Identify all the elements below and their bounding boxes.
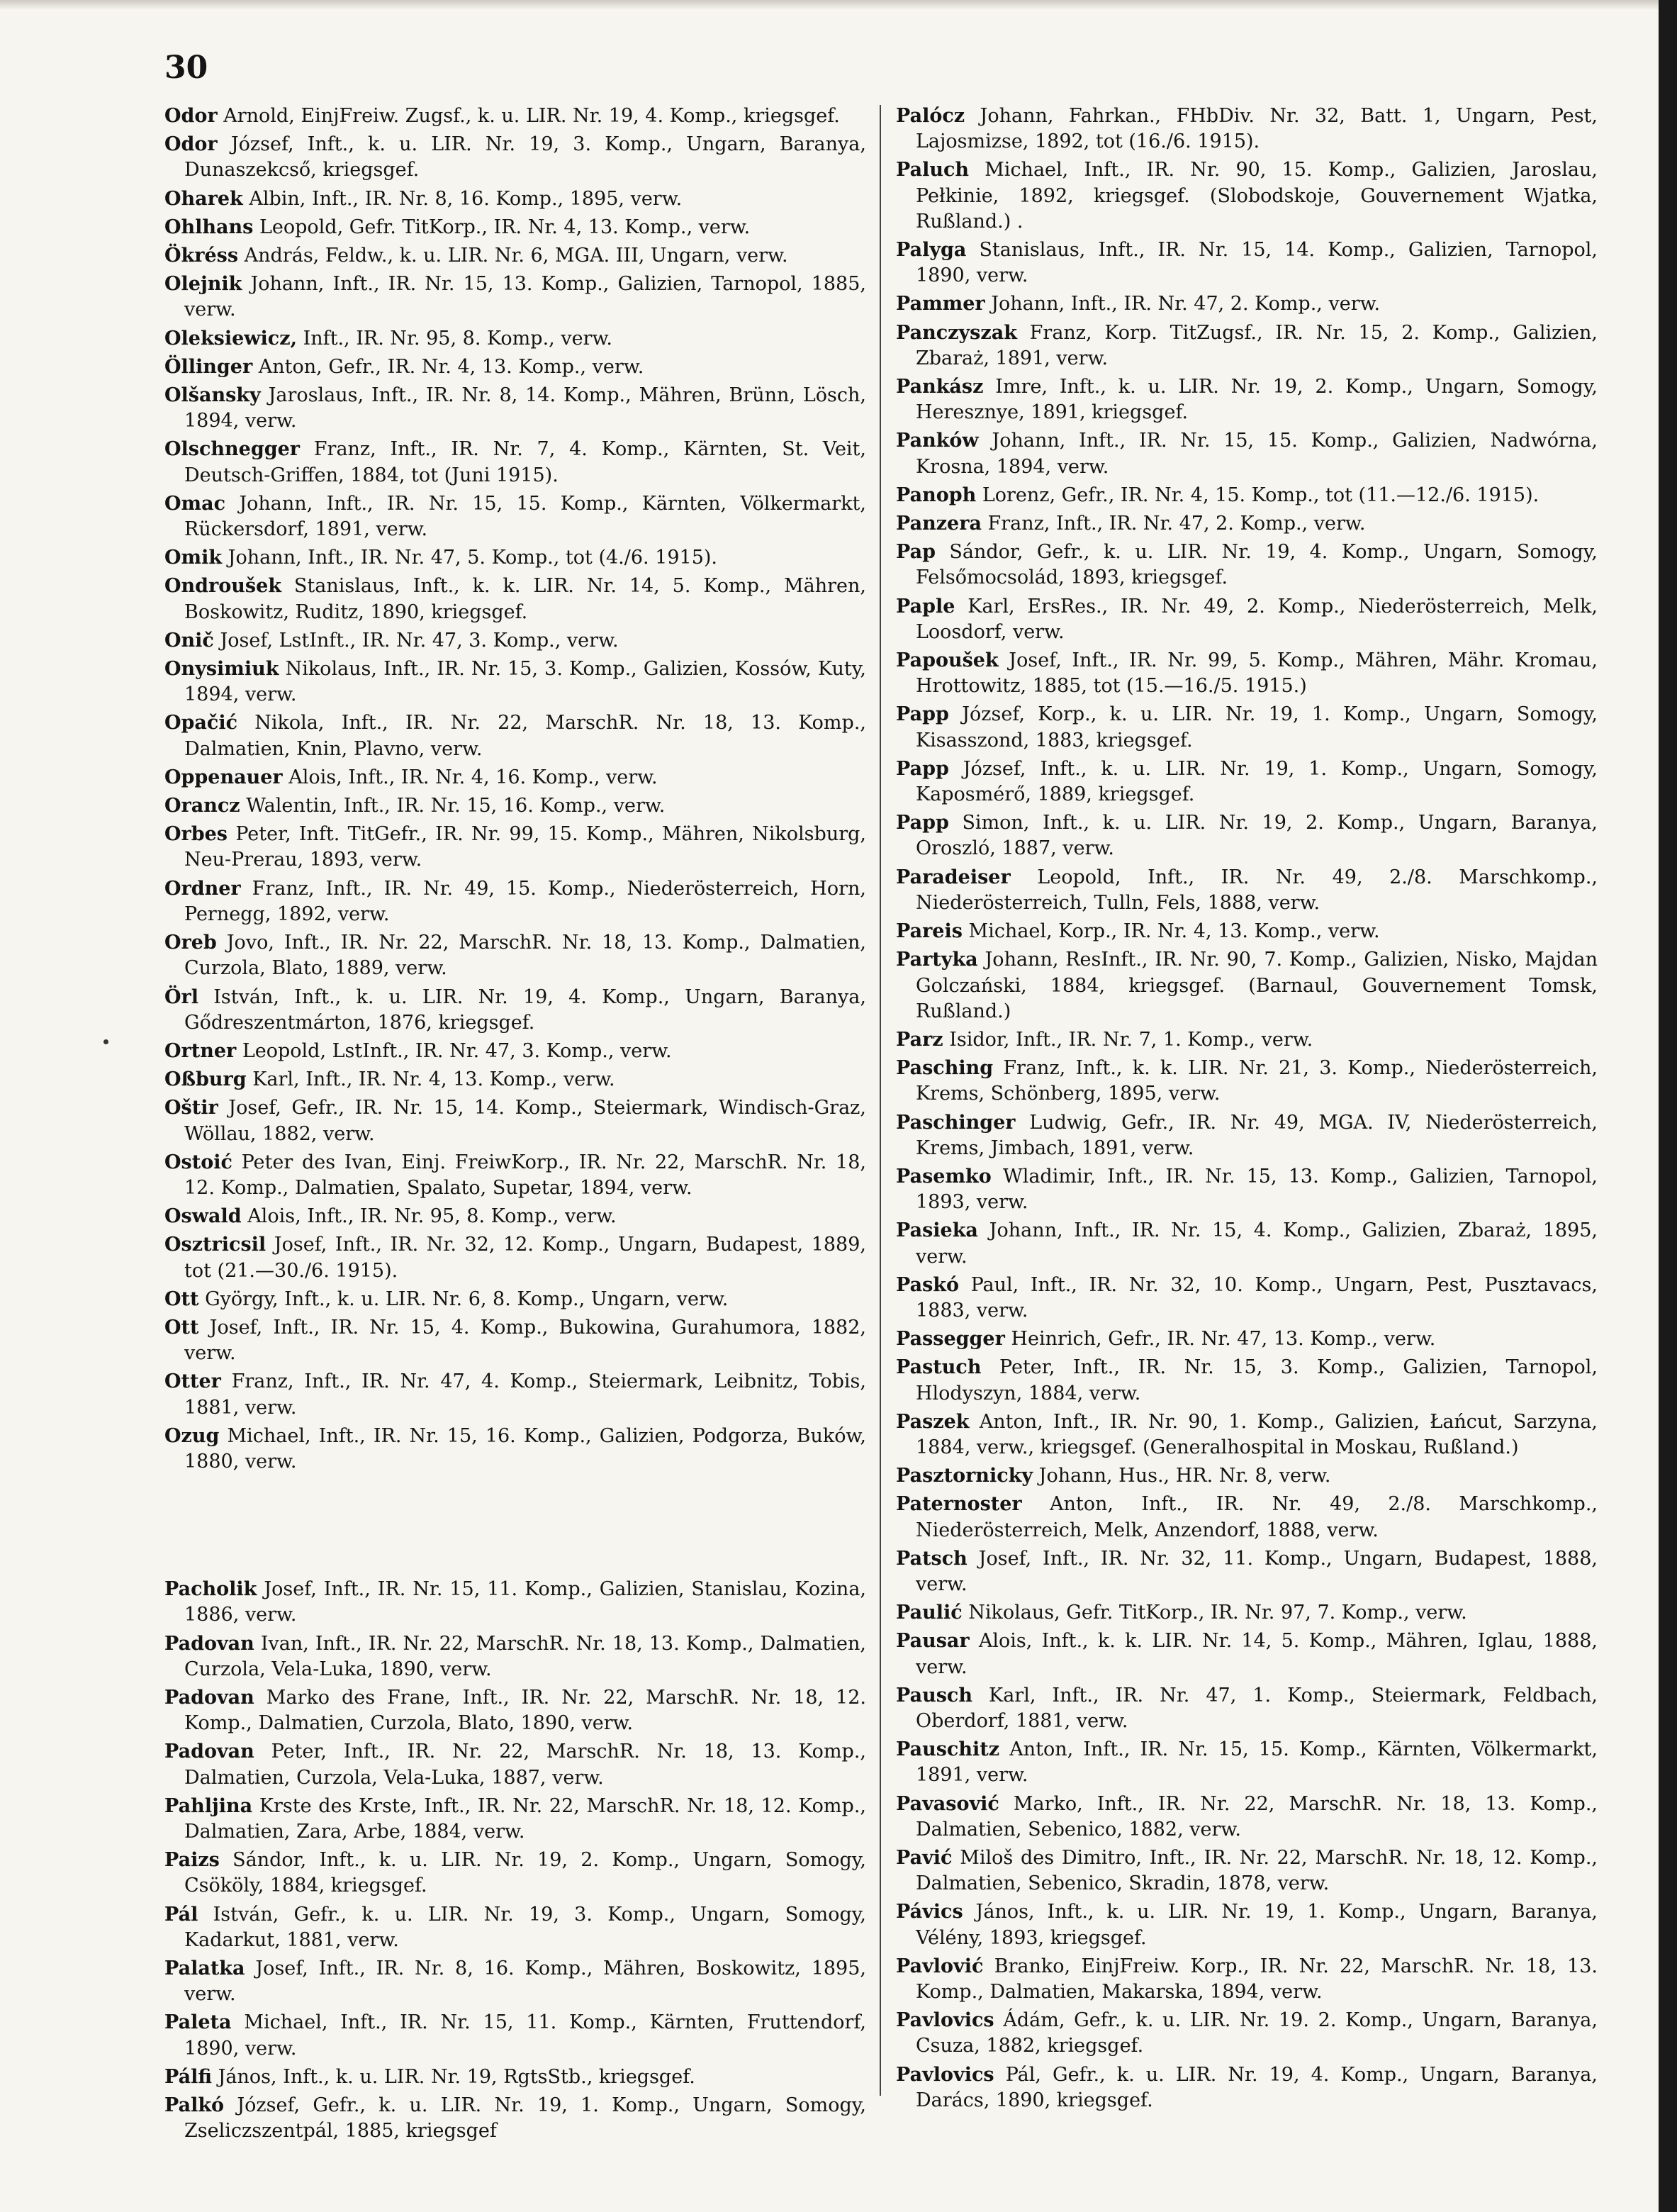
register-entry [896, 238, 1598, 289]
right-column [896, 104, 1598, 2116]
entry-details: Stanislaus, Inft., IR. Nr. 15, 14. Komp., Galizien, Tarnopol, 1890, verw. [916, 239, 1598, 287]
entry-details: Johann, Inft., IR. Nr. 15, 15. Komp., Galizien, Nadwórna, Krosna, 1894, verw. [916, 430, 1598, 478]
entry-surname: Paizs [164, 1849, 220, 1872]
entry-details: Peter, Inft., IR. Nr. 15, 3. Komp., Galizien, Tarnopol, Hlodyszyn, 1884, verw. [916, 1356, 1598, 1404]
register-entry [896, 320, 1598, 372]
entry-details: Josef, LstInft., IR. Nr. 47, 3. Komp., verw. [220, 629, 619, 652]
register-entry [896, 1792, 1598, 1843]
entry-surname: Paszek [896, 1410, 970, 1433]
entry-surname: Odor [164, 133, 218, 156]
entry-surname: Orancz [164, 795, 240, 817]
entry-surname: Passegger [896, 1328, 1005, 1351]
register-entry [896, 540, 1598, 591]
entry-details: Ludwig, Gefr., IR. Nr. 49, MGA. IV, Niederösterreich, Krems, Jimbach, 1891, verw. [916, 1111, 1598, 1159]
entry-details: Peter, Inft. TitGefr., IR. Nr. 99, 15. Komp., Mähren, Nikolsburg, Neu-Prerau, 1893, verw. [184, 823, 866, 871]
register-entry [896, 1845, 1598, 1897]
register-entry [164, 1424, 866, 1475]
entry-details: Michael, Inft., IR. Nr. 15, 11. Komp., Kärnten, Fruttendorf, 1890, verw. [184, 2011, 866, 2060]
register-entry [164, 243, 866, 269]
register-entry [164, 491, 866, 542]
entry-details: Peter, Inft., IR. Nr. 22, MarschR. Nr. 18, 13. Komp., Dalmatien, Curzola, Vela-Luka, 1887, verw. [184, 1741, 866, 1789]
entry-surname: Ott [164, 1316, 199, 1339]
entry-surname: Pasemko [896, 1165, 992, 1188]
entry-details: Miloš des Dimitro, Inft., IR. Nr. 22, MarschR. Nr. 18, 12. Komp., Dalmatien, Sebenico, Skradin, 1878, verw. [916, 1847, 1598, 1895]
register-entry [164, 930, 866, 981]
entry-details: Walentin, Inft., IR. Nr. 15, 16. Komp., verw. [246, 795, 666, 817]
entry-details: Stanislaus, Inft., k. k. LIR. Nr. 14, 5. Komp., Mähren, Boskowitz, Ruditz, 1890, kriegsgef. [184, 575, 866, 623]
entry-surname: Papoušek [896, 649, 999, 672]
entry-details: Anton, Inft., IR. Nr. 15, 15. Komp., Kärnten, Völkermarkt, 1891, verw. [916, 1738, 1598, 1787]
register-entry [164, 2065, 866, 2090]
register-entry [164, 1739, 866, 1790]
entry-surname: Parz [896, 1028, 943, 1051]
register-entry [164, 985, 866, 1036]
register-entry [896, 1463, 1598, 1489]
page-right-edge [1659, 0, 1677, 2212]
entry-details: Heinrich, Gefr., IR. Nr. 47, 13. Komp., verw. [1011, 1328, 1436, 1351]
entry-details: Josef, Inft., IR. Nr. 15, 11. Komp., Galizien, Stanislau, Kozina, 1886, verw. [184, 1578, 866, 1626]
entry-surname: Paradeiser [896, 866, 1011, 888]
entry-surname: Otter [164, 1370, 221, 1393]
entry-details: Krste des Krste, Inft., IR. Nr. 22, MarschR. Nr. 18, 12. Komp., Dalmatien, Zara, Arbe, 1884, verw. [184, 1794, 866, 1843]
entry-surname: Ortner [164, 1039, 237, 1062]
entry-surname: Omik [164, 547, 223, 569]
entry-surname: Öllinger [164, 355, 253, 378]
register-entry [164, 354, 866, 380]
register-entry [896, 594, 1598, 645]
register-entry [896, 511, 1598, 537]
register-entry [896, 810, 1598, 861]
entry-details: Johann, Inft., IR. Nr. 15, 13. Komp., Galizien, Tarnopol, 1885, verw. [184, 273, 866, 321]
entry-details: Anton, Gefr., IR. Nr. 4, 13. Komp., verw. [258, 355, 644, 378]
register-entry [896, 1737, 1598, 1788]
entry-details: Paul, Inft., IR. Nr. 32, 10. Komp., Ungarn, Pest, Pusztavacs, 1883, verw. [916, 1273, 1598, 1322]
register-entry [896, 1056, 1598, 1107]
left-entries-p [164, 1577, 866, 2144]
register-entry [164, 657, 866, 708]
entry-surname: Pastuch [896, 1356, 982, 1379]
register-entry [164, 1577, 866, 1628]
entry-surname: Pavić [896, 1847, 953, 1869]
entry-surname: Paternoster [896, 1493, 1022, 1516]
entry-surname: Orbes [164, 823, 228, 846]
register-entry [164, 215, 866, 240]
register-entry [164, 1956, 866, 2007]
register-entry [164, 1287, 866, 1312]
register-entry [896, 291, 1598, 317]
entry-details: Michael, Inft., IR. Nr. 15, 16. Komp., Galizien, Podgorza, Buków, 1880, verw. [184, 1424, 866, 1473]
entry-surname: Oswald [164, 1205, 242, 1228]
register-entry [896, 865, 1598, 916]
entry-surname: Papp [896, 703, 949, 726]
entry-details: Johann, Inft., IR. Nr. 15, 15. Komp., Kärnten, Völkermarkt, Rückersdorf, 1891, verw. [184, 492, 866, 541]
entry-surname: Ostoić [164, 1151, 232, 1173]
register-entry [896, 2008, 1598, 2059]
register-entry [164, 545, 866, 571]
entry-details: Lorenz, Gefr., IR. Nr. 4, 15. Komp., tot (11.—12./6. 1915). [982, 484, 1539, 506]
register-entry [896, 2062, 1598, 2113]
register-entry [896, 756, 1598, 808]
entry-details: Sándor, Inft., k. u. LIR. Nr. 19, 2. Komp., Ungarn, Somogy, Csököly, 1884, kriegsgef. [184, 1849, 866, 1897]
register-entry [896, 1355, 1598, 1406]
entry-surname: Panków [896, 430, 979, 452]
entry-details: Josef, Inft., IR. Nr. 32, 12. Komp., Ungarn, Budapest, 1889, tot (21.—30./6. 1915). [184, 1234, 866, 1282]
entry-details: Albin, Inft., IR. Nr. 8, 16. Komp., 1895, verw. [249, 187, 683, 210]
entry-surname: Paluch [896, 159, 970, 181]
entry-surname: Ott [164, 1287, 199, 1310]
entry-details: Johann, Inft., IR. Nr. 15, 4. Komp., Galizien, Zbaraż, 1895, verw. [916, 1219, 1598, 1268]
entry-surname: Pál [164, 1903, 198, 1926]
entry-surname: Paschinger [896, 1111, 1016, 1134]
entry-details: István, Gefr., k. u. LIR. Nr. 19, 3. Komp., Ungarn, Somogy, Kadarkut, 1881, verw. [184, 1903, 866, 1951]
register-entry [164, 765, 866, 791]
entry-surname: Odor [164, 105, 218, 127]
entry-details: János, Inft., k. u. LIR. Nr. 19, RgtsStb., kriegsgef. [218, 2065, 695, 2088]
entry-details: Alois, Inft., IR. Nr. 4, 16. Komp., verw. [288, 766, 658, 788]
entry-details: Wladimir, Inft., IR. Nr. 15, 13. Komp., Galizien, Tarnopol, 1893, verw. [916, 1165, 1598, 1214]
entry-surname: Oreb [164, 932, 217, 954]
register-entry [164, 104, 866, 129]
margin-dot [103, 1039, 108, 1044]
entry-surname: Paple [896, 595, 955, 618]
entry-details: Pál, Gefr., k. u. LIR. Nr. 19, 4. Komp., Ungarn, Baranya, Darács, 1890, kriegsgef. [916, 2063, 1598, 2111]
entry-surname: Padovan [164, 1686, 254, 1709]
register-entry [896, 1492, 1598, 1543]
section-gap [164, 1478, 866, 1577]
register-entry [896, 1027, 1598, 1053]
register-entry [164, 383, 866, 434]
entry-surname: Pareis [896, 920, 963, 943]
left-column [164, 104, 866, 2147]
entry-details: Franz, Inft., k. k. LIR. Nr. 21, 3. Komp., Niederösterreich, Krems, Schönberg, 1895, verw. [916, 1057, 1598, 1105]
entry-details: Franz, Korp. TitZugsf., IR. Nr. 15, 2. Komp., Galizien, Zbaraż, 1891, verw. [916, 321, 1598, 369]
entry-details: Johann, Inft., IR. Nr. 47, 2. Komp., verw. [991, 293, 1381, 315]
entry-details: Isidor, Inft., IR. Nr. 7, 1. Komp., verw. [949, 1028, 1313, 1051]
register-entry [896, 919, 1598, 944]
entry-details: Franz, Inft., IR. Nr. 7, 4. Komp., Kärnten, St. Veit, Deutsch-Griffen, 1884, tot (Juni 1915). [184, 438, 866, 486]
page-top-shadow [0, 0, 1677, 10]
register-entry [164, 2010, 866, 2061]
register-entry [164, 1631, 866, 1682]
register-entry [896, 1899, 1598, 1950]
register-entry [164, 1848, 866, 1899]
entry-surname: Oharek [164, 187, 243, 210]
register-entry [896, 1164, 1598, 1215]
register-entry [164, 793, 866, 819]
entry-details: Josef, Inft., IR. Nr. 8, 16. Komp., Mähren, Boskowitz, 1895, verw. [184, 1957, 866, 2006]
entry-surname: Pavlovics [896, 2063, 994, 2086]
entry-surname: Pammer [896, 293, 985, 315]
entry-surname: Olejnik [164, 273, 242, 296]
entry-surname: Pálfi [164, 2065, 212, 2088]
register-entry [896, 157, 1598, 235]
register-entry [164, 2093, 866, 2144]
entry-details: Inft., IR. Nr. 95, 8. Komp., verw. [303, 327, 612, 350]
entry-details: Leopold, LstInft., IR. Nr. 47, 3. Komp., verw. [242, 1039, 672, 1062]
entry-details: Peter des Ivan, Einj. FreiwKorp., IR. Nr. 22, MarschR. Nr. 18, 12. Komp., Dalmatien, Spalato, Supetar, 1894, verw. [184, 1151, 866, 1199]
entry-details: Josef, Inft., IR. Nr. 32, 11. Komp., Ungarn, Budapest, 1888, verw. [916, 1547, 1598, 1595]
entry-details: Nikolaus, Inft., IR. Nr. 15, 3. Komp., Galizien, Kossów, Kuty, 1894, verw. [184, 658, 866, 706]
entry-details: Arnold, EinjFreiw. Zugsf., k. u. LIR. Nr. 19, 4. Komp., kriegsgef. [223, 105, 840, 127]
page-number: 30 [164, 50, 208, 86]
entry-surname: Pankász [896, 376, 984, 398]
entry-surname: Pávics [896, 1901, 963, 1923]
entry-surname: Paskó [896, 1273, 959, 1296]
entry-surname: Olschnegger [164, 438, 301, 461]
entry-surname: Panzera [896, 513, 982, 535]
entry-surname: Pausch [896, 1684, 972, 1707]
entry-surname: Osztricsil [164, 1234, 267, 1256]
entry-surname: Pavlovics [896, 2009, 994, 2032]
entry-details: József, Inft., k. u. LIR. Nr. 19, 3. Komp., Ungarn, Baranya, Dunaszekcső, kriegsgef. [184, 133, 866, 181]
register-entry [896, 1110, 1598, 1161]
entry-surname: Pacholik [164, 1578, 257, 1601]
entry-surname: Pavasović [896, 1792, 999, 1815]
entry-details: Anton, Inft., IR. Nr. 49, 2./8. Marschkomp., Niederösterreich, Melk, Anzendorf, 1888, verw. [916, 1493, 1598, 1541]
register-entry [896, 947, 1598, 1024]
register-entry [896, 1954, 1598, 2005]
entry-details: Nikola, Inft., IR. Nr. 22, MarschR. Nr. 18, 13. Komp., Dalmatien, Knin, Plavno, verw. [184, 712, 866, 760]
entry-surname: Papp [896, 812, 949, 834]
entry-surname: Pap [896, 541, 936, 564]
entry-details: Franz, Inft., IR. Nr. 47, 2. Komp., verw. [987, 513, 1366, 535]
entry-surname: Panczyszak [896, 321, 1017, 344]
entry-surname: Oleksiewicz, [164, 327, 297, 350]
register-entry [896, 374, 1598, 425]
register-entry [164, 1685, 866, 1736]
register-entry [164, 628, 866, 654]
right-entries-p [896, 104, 1598, 2113]
entry-details: Alois, Inft., k. k. LIR. Nr. 14, 5. Komp., Mähren, Iglau, 1888, verw. [916, 1630, 1598, 1678]
register-entry [896, 1546, 1598, 1597]
entry-surname: Ohlhans [164, 216, 254, 238]
register-entry [164, 574, 866, 625]
entry-details: Jaroslaus, Inft., IR. Nr. 8, 14. Komp., Mähren, Brünn, Lösch, 1894, verw. [184, 384, 866, 432]
entry-details: Alois, Inft., IR. Nr. 95, 8. Komp., verw. [247, 1205, 617, 1228]
entry-details: György, Inft., k. u. LIR. Nr. 6, 8. Komp., Ungarn, verw. [205, 1287, 729, 1310]
entry-details: Ádám, Gefr., k. u. LIR. Nr. 19. 2. Komp., Ungarn, Baranya, Csuza, 1882, kriegsgef. [916, 2009, 1598, 2057]
entry-details: Leopold, Inft., IR. Nr. 49, 2./8. Marschkomp., Niederösterreich, Tulln, Fels, 1888, verw. [916, 866, 1598, 914]
entry-surname: Pauschitz [896, 1738, 1000, 1761]
entry-surname: Pasching [896, 1057, 994, 1080]
entry-surname: Pavlović [896, 1955, 984, 1977]
entry-surname: Palócz [896, 105, 965, 127]
register-entry [896, 1218, 1598, 1269]
entry-details: Marko, Inft., IR. Nr. 22, MarschR. Nr. 18, 13. Komp., Dalmatien, Sebenico, 1882, verw. [916, 1792, 1598, 1840]
register-entry [164, 1095, 866, 1146]
entry-details: Anton, Inft., IR. Nr. 90, 1. Komp., Galizien, Łańcut, Sarzyna, 1884, verw., kriegsgef. (Generalhospital in Moskau, Rußland.) [916, 1410, 1598, 1458]
register-entry [164, 1039, 866, 1064]
register-entry [164, 272, 866, 323]
entry-surname: Paulić [896, 1602, 963, 1624]
column-divider [880, 105, 881, 2096]
entry-details: Imre, Inft., k. u. LIR. Nr. 19, 2. Komp., Ungarn, Somogy, Heresznye, 1891, kriegsgef. [916, 376, 1598, 424]
entry-details: József, Inft., k. u. LIR. Nr. 19, 1. Komp., Ungarn, Somogy, Kaposmérő, 1889, kriegsgef. [916, 757, 1598, 806]
entry-surname: Padovan [164, 1632, 254, 1655]
entry-surname: Ökréss [164, 245, 239, 267]
entry-details: Karl, Inft., IR. Nr. 47, 1. Komp., Steiermark, Feldbach, Oberdorf, 1881, verw. [916, 1684, 1598, 1732]
entry-details: Franz, Inft., IR. Nr. 49, 15. Komp., Niederösterreich, Horn, Pernegg, 1892, verw. [184, 877, 866, 925]
entry-details: József, Gefr., k. u. LIR. Nr. 19, 1. Komp., Ungarn, Somogy, Zseliczszentpál, 1885, kriegsgef [184, 2094, 866, 2143]
entry-surname: Panoph [896, 484, 977, 506]
entry-surname: Palkó [164, 2094, 225, 2117]
register-entry [164, 1902, 866, 1953]
register-entry [164, 326, 866, 352]
entry-surname: Partyka [896, 949, 978, 971]
entry-details: Karl, Inft., IR. Nr. 4, 13. Komp., verw. [252, 1068, 615, 1091]
entry-details: Branko, EinjFreiw. Korp., IR. Nr. 22, MarschR. Nr. 18, 13. Komp., Dalmatien, Makarska, 1894, verw. [916, 1955, 1598, 2004]
entry-surname: Pausar [896, 1630, 970, 1653]
entry-details: Karl, ErsRes., IR. Nr. 49, 2. Komp., Niederösterreich, Melk, Loosdorf, verw. [916, 595, 1598, 643]
entry-details: Johann, ResInft., IR. Nr. 90, 7. Komp., Galizien, Nisko, Majdan Golczański, 1884, kriegsgef. (Barnaul, Gouvernement Tomsk, Rußland.) [916, 949, 1598, 1022]
entry-details: János, Inft., k. u. LIR. Nr. 19, 1. Komp., Ungarn, Baranya, Vélény, 1893, kriegsgef. [916, 1901, 1598, 1949]
entry-details: Johann, Inft., IR. Nr. 47, 5. Komp., tot (4./6. 1915). [228, 547, 718, 569]
register-entry [164, 822, 866, 873]
entry-surname: Pasztornicky [896, 1465, 1033, 1487]
entry-details: Josef, Inft., IR. Nr. 99, 5. Komp., Mähren, Mähr. Kromau, Hrottowitz, 1885, tot (15.—16./5. 1915.) [916, 649, 1598, 698]
register-entry [164, 1204, 866, 1229]
entry-details: Josef, Gefr., IR. Nr. 15, 14. Komp., Steiermark, Windisch-Graz, Wöllau, 1882, verw. [184, 1097, 866, 1145]
register-entry [164, 186, 866, 212]
entry-surname: Palatka [164, 1957, 245, 1979]
entry-details: András, Feldw., k. u. LIR. Nr. 6, MGA. III, Ungarn, verw. [244, 245, 788, 267]
entry-surname: Patsch [896, 1547, 968, 1570]
entry-details: Ivan, Inft., IR. Nr. 22, MarschR. Nr. 18, 13. Komp., Dalmatien, Curzola, Vela-Luka, 1890, verw. [184, 1632, 866, 1680]
register-entry [164, 1150, 866, 1201]
register-entry [896, 648, 1598, 699]
entry-details: Johann, Hus., HR. Nr. 8, verw. [1038, 1465, 1331, 1487]
entry-surname: Papp [896, 757, 949, 780]
register-entry [896, 702, 1598, 753]
register-entry [896, 1683, 1598, 1734]
entry-surname: Olšansky [164, 384, 261, 407]
entry-surname: Onysimiuk [164, 658, 279, 681]
entry-surname: Padovan [164, 1741, 254, 1763]
entry-details: Jovo, Inft., IR. Nr. 22, MarschR. Nr. 18, 13. Komp., Dalmatien, Curzola, Blato, 1889, verw. [184, 932, 866, 980]
entry-surname: Örl [164, 985, 199, 1008]
register-entry [164, 132, 866, 183]
entry-surname: Oßburg [164, 1068, 247, 1091]
entry-details: Josef, Inft., IR. Nr. 15, 4. Komp., Bukowina, Gurahumora, 1882, verw. [184, 1316, 866, 1365]
entry-surname: Ondroušek [164, 575, 281, 598]
entry-surname: Paleta [164, 2011, 232, 2034]
entry-surname: Oštir [164, 1097, 218, 1119]
entry-surname: Omac [164, 492, 226, 515]
entry-details: Michael, Korp., IR. Nr. 4, 13. Komp., verw. [968, 920, 1380, 943]
register-entry [896, 1273, 1598, 1324]
entry-surname: Pasieka [896, 1219, 978, 1242]
entry-details: Leopold, Gefr. TitKorp., IR. Nr. 4, 13. Komp., verw. [259, 216, 751, 238]
register-entry [164, 437, 866, 488]
entry-details: Sándor, Gefr., k. u. LIR. Nr. 19, 4. Komp., Ungarn, Somogy, Felsőmocsolád, 1893, kriegsgef. [916, 541, 1598, 589]
entry-details: Michael, Inft., IR. Nr. 90, 15. Komp., Galizien, Jaroslau, Pełkinie, 1892, kriegsgef. (Slobodskoje, Gouvernement Wjatka, Rußland.) . [916, 159, 1598, 233]
entry-details: Johann, Fahrkan., FHbDiv. Nr. 32, Batt. 1, Ungarn, Pest, Lajosmizse, 1892, tot (16./6. 1915). [916, 105, 1598, 153]
register-entry [896, 1326, 1598, 1352]
entry-details: József, Korp., k. u. LIR. Nr. 19, 1. Komp., Ungarn, Somogy, Kisasszond, 1883, kriegsgef. [916, 703, 1598, 752]
entry-surname: Palyga [896, 239, 967, 262]
entry-surname: Onič [164, 629, 214, 652]
entry-details: Marko des Frane, Inft., IR. Nr. 22, MarschR. Nr. 18, 12. Komp., Dalmatien, Curzola, Blato, 1890, verw. [184, 1686, 866, 1735]
entry-details: István, Inft., k. u. LIR. Nr. 19, 4. Komp., Ungarn, Baranya, Gődreszentmárton, 1876, kriegsgef. [184, 985, 866, 1034]
register-entry [164, 1067, 866, 1093]
entry-surname: Oppenauer [164, 766, 283, 788]
register-entry [896, 428, 1598, 479]
left-entries-o [164, 104, 866, 1475]
entry-surname: Ozug [164, 1424, 220, 1447]
entry-surname: Opačić [164, 712, 238, 734]
entry-details: Franz, Inft., IR. Nr. 47, 4. Komp., Steiermark, Leibnitz, Tobis, 1881, verw. [184, 1370, 866, 1419]
register-entry [164, 1232, 866, 1283]
register-entry [896, 483, 1598, 508]
register-entry [896, 104, 1598, 155]
entry-surname: Ordner [164, 877, 241, 900]
register-entry [896, 1409, 1598, 1460]
register-entry [164, 876, 866, 927]
register-entry [896, 1629, 1598, 1680]
entry-details: Simon, Inft., k. u. LIR. Nr. 19, 2. Komp., Ungarn, Baranya, Oroszló, 1887, verw. [916, 812, 1598, 860]
register-entry [164, 710, 866, 761]
register-entry [164, 1315, 866, 1366]
register-entry [164, 1794, 866, 1845]
register-entry [164, 1369, 866, 1420]
entry-surname: Pahljina [164, 1794, 253, 1817]
entry-details: Nikolaus, Gefr. TitKorp., IR. Nr. 97, 7. Komp., verw. [968, 1602, 1467, 1624]
register-entry [896, 1600, 1598, 1626]
